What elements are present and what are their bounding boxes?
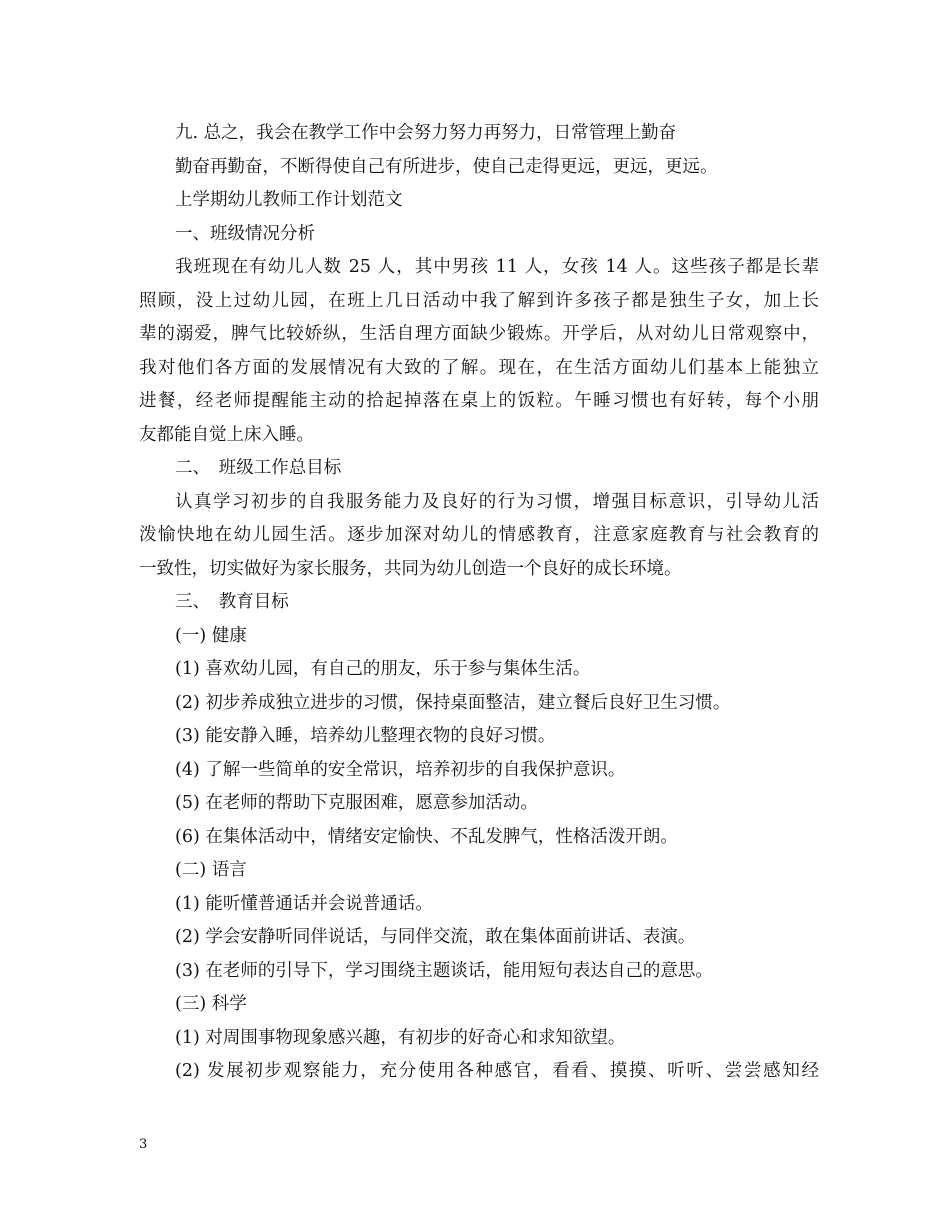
text-line: 九. 总之，我会在教学工作中会努力努力再努力，日常管理上勤奋 [175,123,677,143]
text-line: 一致性，切实做好为家长服务，共同为幼儿创造一个良好的成长环境。 [139,558,682,579]
text-line: 认真学习初步的自我服务能力及良好的行为习惯，增强目标意识，引导幼儿活 [175,491,819,512]
text-line: (5) 在老师的帮助下克服困难，愿意参加活动。 [175,793,538,813]
text-line: (1) 能听懂普通话并会说普通话。 [175,893,433,914]
text-line: (2) 初步养成独立进步的习惯，保持桌面整洁，建立餐后良好卫生习惯。 [175,692,731,713]
text-line: 友都能自觉上床入睡。 [139,424,314,445]
text-line: (2) 学会安静听同伴说话，与同伴交流，敢在集体面前讲话、表演。 [175,927,696,947]
text-line: 我班现在有幼儿人数 25 人，其中男孩 11 人，女孩 14 人。这些孩子都是长辈 [175,257,819,277]
text-line: (3) 能安静入睡，培养幼儿整理衣物的良好习惯。 [175,726,556,746]
page-number: 3 [139,1137,148,1152]
text-line: (1) 喜欢幼儿园，有自己的朋友，乐于参与集体生活。 [175,659,591,679]
text-line: 泼愉快地在幼儿园生活。逐步加深对幼儿的情感教育，注意家庭教育与社会教育的 [139,525,819,545]
text-line: (4) 了解一些简单的安全常识，培养初步的自我保护意识。 [175,759,626,780]
text-line: (二) 语言 [175,860,247,880]
text-line: (3) 在老师的引导下，学习围绕主题谈话，能用短句表达自己的意思。 [175,960,713,981]
text-line: 我对他们各方面的发展情况有大致的了解。现在，在生活方面幼儿们基本上能独立 [139,357,819,378]
text-line: 进餐，经老师提醒能主动的拾起掉落在桌上的饭粒。午睡习惯也有好转，每个小朋 [139,391,819,411]
text-line: 一、班级情况分析 [175,223,315,244]
text-line: (1) 对周围事物现象感兴趣，有初步的好奇心和求知欲望。 [175,1027,626,1048]
text-line: (2) 发展初步观察能力，充分使用各种感官，看看、摸摸、听听、尝尝感知经 [175,1061,819,1081]
text-line: 勤奋再勤奋，不断得使自己有所进步，使自己走得更远，更远，更远。 [175,156,718,177]
text-line: 三、 教育目标 [175,592,289,612]
text-line: (三) 科学 [175,994,247,1014]
text-line: 上学期幼儿教师工作计划范文 [175,190,403,210]
document-body [139,117,819,1089]
text-line: 辈的溺爱，脾气比较娇纵，生活自理方面缺少锻炼。开学后，从对幼儿日常观察中， [139,324,819,344]
text-line: (一) 健康 [175,625,247,646]
text-line: (6) 在集体活动中，情绪安定愉快、不乱发脾气，性格活泼开朗。 [175,826,678,847]
text-line: 二、 班级工作总目标 [175,458,342,478]
text-line: 照顾，没上过幼儿园，在班上几日活动中我了解到许多孩子都是独生子女，加上长 [139,290,819,311]
